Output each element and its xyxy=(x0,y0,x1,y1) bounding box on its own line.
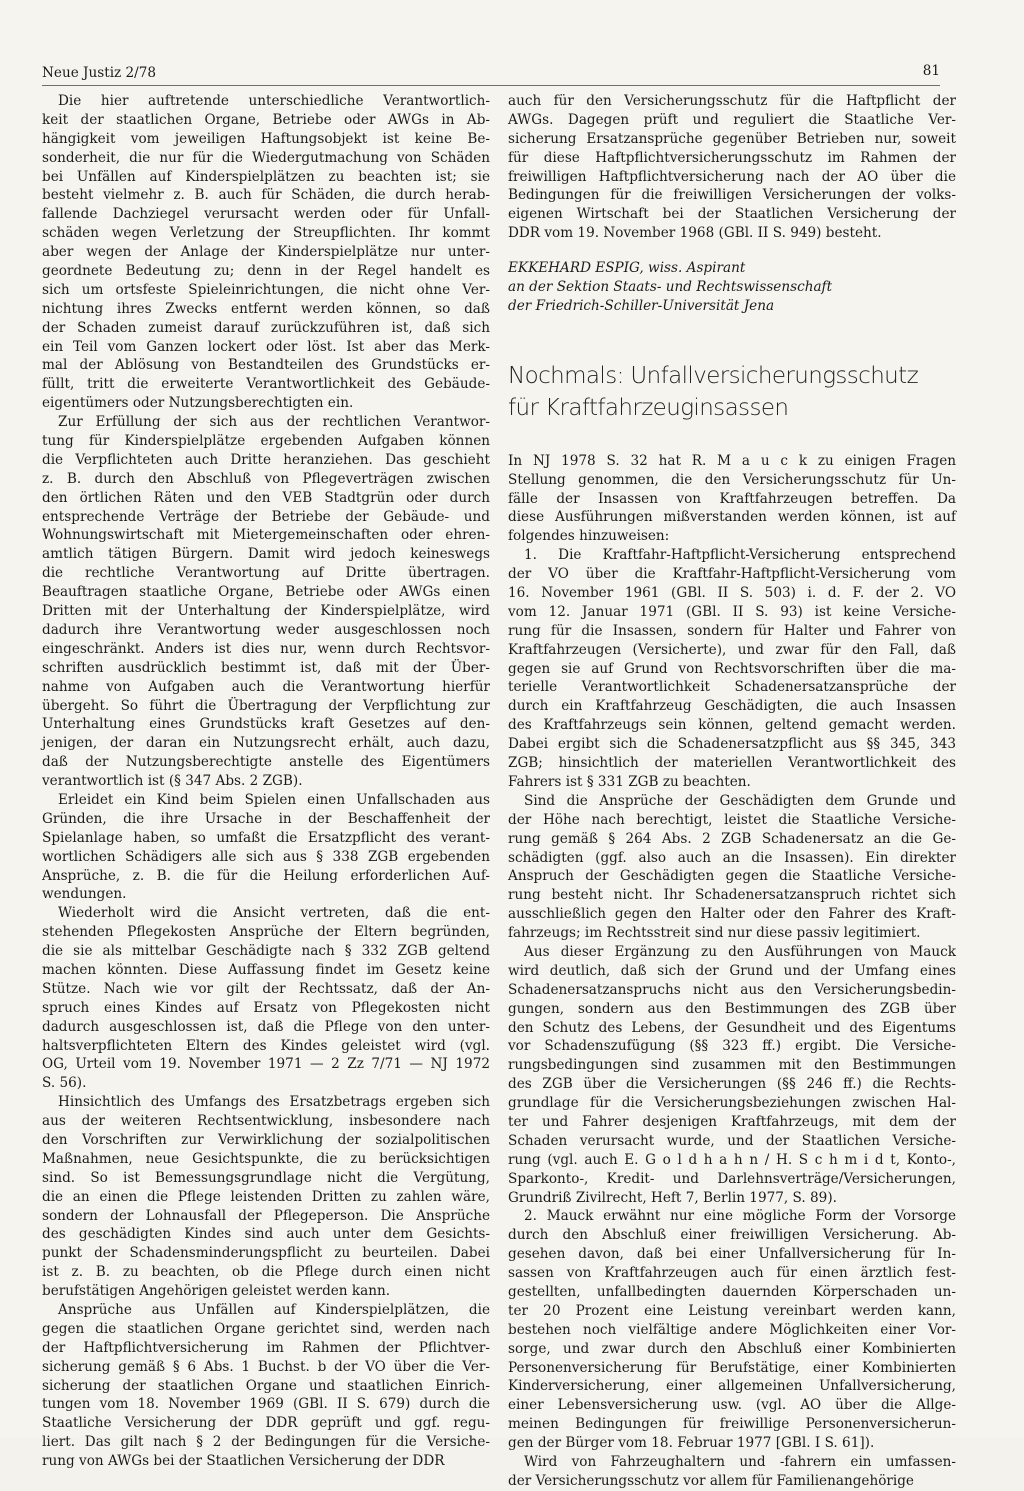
text-line: amtlich tätigen Bürgern. Damit wird jedoch keineswegs xyxy=(42,546,490,563)
text-line: Staatliche Versicherung der DDR geprüft und ggf. regu- xyxy=(42,1415,490,1432)
text-line: sicherung der staatlichen Organe und staatlichen Einrich- xyxy=(42,1377,490,1394)
text-line: gungen, sondern aus den Bestimmungen des ZGB über xyxy=(508,1000,956,1017)
text-line: sassen von Kraftfahrzeugen auch für einen ärztlich fest- xyxy=(508,1265,956,1282)
text-line: ter und Fahrer desjenigen Kraftfahrzeugs, mit dem der xyxy=(508,1113,956,1130)
text-line: Fahrers ist § 331 ZGB zu beachten. xyxy=(508,773,751,790)
text-line: ausschließlich gegen den Halter oder den Fahrer des Kraft- xyxy=(508,906,956,923)
text-line: mal der Ablösung von Bestandteilen des Grundstücks er- xyxy=(42,357,490,374)
text-line: Erleidet ein Kind beim Spielen einen Unfallschaden aus xyxy=(58,791,490,808)
article-body xyxy=(508,452,956,1491)
text-line: rung besteht nicht. Ihr Schadenersatzanspruch richtet sich xyxy=(508,887,956,904)
text-line: Maßnahmen, neue Gesichtspunkte, die zu berücksichtigen xyxy=(42,1150,490,1167)
text-line: diese Ausführungen mißverstanden werden können, ist auf xyxy=(508,509,956,526)
text-line: den örtlichen Räten und den VEB Stadtgrün oder durch xyxy=(42,489,490,506)
text-line: Dabei ergibt sich die Schadenersatzpflicht aus §§ 345, 343 xyxy=(508,736,956,753)
text-line: die rechtliche Verantwortung auf Dritte übertragen. xyxy=(42,565,490,582)
text-line: grundlage für die Versicherungsbeziehungen zwischen Hal- xyxy=(508,1095,956,1112)
text-line: In NJ 1978 S. 32 hat R. M a u c k zu einigen Fragen xyxy=(508,452,956,469)
text-line: gesehen davon, daß bei einer Unfallversicherung für In- xyxy=(508,1246,956,1263)
right-column-top-text xyxy=(508,92,956,243)
text-line: des Kraftfahrzeugs sein können, geltend gemacht werden. xyxy=(508,717,956,734)
text-line: geordnete Bedeutung zu; denn in der Regel handelt es xyxy=(42,263,490,280)
text-line: wird deutlich, daß sich der Grund und der Umfang eines xyxy=(508,962,956,979)
text-line: besteht vielmehr z. B. auch für Schäden, die durch herab- xyxy=(42,187,490,204)
text-line: Zur Erfüllung der sich aus der rechtlichen Verantwor- xyxy=(58,414,490,431)
text-line: vor Schadenszufügung (§§ 323 ff.) ergibt. Die Versiche- xyxy=(508,1038,956,1055)
text-line: 1. Die Kraftfahr-Haftpflicht-Versicherung entsprechend xyxy=(524,547,956,564)
text-line: Unterhaltung eines Grundstücks kraft Gesetzes auf den- xyxy=(42,716,490,733)
text-line: EKKEHARD ESPIG, wiss. Aspirant xyxy=(508,260,746,277)
text-line: Grundriß Zivilrecht, Heft 7, Berlin 1977, S. 89). xyxy=(508,1189,837,1206)
text-line: die sie als mittelbar Geschädigte nach § 332 ZGB geltend xyxy=(42,943,490,960)
text-line: Wird von Fahrzeughaltern und -fahrern ein umfassen- xyxy=(524,1454,956,1470)
text-line: des geschädigten Kindes sind auch unter dem Gesichts- xyxy=(42,1226,490,1243)
text-line: füllt, tritt die erweiterte Verantwortlichkeit des Gebäude- xyxy=(42,376,490,393)
spacer xyxy=(508,424,956,452)
text-line: rung (vgl. auch E. G o l d h a h n / H. S c h m i d t, Konto-, xyxy=(508,1151,956,1168)
text-line: ZGB; hinsichtlich der materiellen Verantwortlichkeit des xyxy=(508,755,956,772)
text-line: einer Lebensversicherung usw. (vgl. AO über die Allge- xyxy=(508,1397,956,1414)
text-line: dadurch ihre Verantwortung weder ausgeschlossen noch xyxy=(42,621,490,638)
text-line: rung von AWGs bei der Staatlichen Versicherung der DDR xyxy=(42,1453,445,1470)
text-line: freiwilligen Haftpflichtversicherung nach der AO über die xyxy=(508,168,956,185)
text-line: schriften ausdrücklich bestimmt ist, daß mit der Über- xyxy=(42,659,490,676)
text-line: spruch eines Kindes auf Ersatz von Pflegekosten nicht xyxy=(42,999,490,1016)
text-line: rung für die Insassen, sondern für Halter und Fahrer von xyxy=(508,622,956,639)
text-line: rungsbedingungen sind zusammen mit den Bestimmungen xyxy=(508,1057,956,1074)
text-line: sorge, und zwar durch den Abschluß einer Kombinierten xyxy=(508,1340,956,1357)
text-line: dadurch ausgeschlossen ist, daß die Pflege von den unter- xyxy=(42,1018,490,1035)
text-line: den Schutz des Lebens, der Gesundheit und des Eigentums xyxy=(508,1019,956,1036)
text-line: liert. Das gilt nach § 2 der Bedingungen für die Versiche- xyxy=(42,1434,490,1451)
text-line: verantwortlich ist (§ 347 Abs. 2 ZGB). xyxy=(42,773,303,790)
left-column xyxy=(42,92,490,1471)
text-line: 2. Mauck erwähnt nur eine mögliche Form der Vorsorge xyxy=(524,1208,956,1225)
text-line: gegen sie auf Grund von Rechtsvorschriften über die ma- xyxy=(508,660,956,677)
text-line: wendungen. xyxy=(42,886,127,903)
text-line: stehenden Pflegekosten Ansprüche der Eltern begründen, xyxy=(42,924,490,941)
article-title-line: für Kraftfahrzeuginsassen xyxy=(508,394,789,421)
right-column xyxy=(508,92,956,1491)
text-line: haltsverpflichteten Eltern des Kindes geleistet wird (vgl. xyxy=(42,1037,490,1054)
text-line: bei Unfällen auf Kinderspielplätzen zu beachten ist; sie xyxy=(42,168,490,185)
text-line: den Vorschriften zur Verwirklichung der sozialpolitischen xyxy=(42,1131,490,1148)
text-line: aber wegen der Anlage der Kinderspielplätze nur unter- xyxy=(42,244,490,261)
text-line: bestehen noch vielfältige andere Möglichkeiten einer Vor- xyxy=(508,1321,956,1338)
text-line: meinen Bedingungen für freiwillige Personenversicherun- xyxy=(508,1416,956,1433)
text-line: Wiederholt wird die Ansicht vertreten, daß die ent- xyxy=(58,905,490,922)
text-line: entsprechende Verträge der Betriebe der Gebäude- und xyxy=(42,508,490,525)
text-line: der Schaden zumeist darauf zurückzuführen ist, daß sich xyxy=(42,319,490,336)
text-line: tungen vom 18. November 1969 (GBl. II S. 679) durch die xyxy=(42,1396,490,1413)
text-line: z. B. durch den Abschluß von Pflegeverträgen zwischen xyxy=(42,470,490,487)
text-line: Stütze. Nach wie vor gilt der Rechtssatz, daß der An- xyxy=(42,980,490,997)
text-line: 16. November 1961 (GBl. II S. 503) i. d. F. der 2. VO xyxy=(508,585,956,602)
text-line: schädigten (ggf. also auch an die Insassen). Ein direkter xyxy=(508,849,956,866)
text-line: hängigkeit vom jeweiligen Haftungsobjekt ist keine Be- xyxy=(42,130,490,147)
text-line: an der Sektion Staats- und Rechtswissenschaft xyxy=(508,279,833,296)
text-line: Kraftfahrzeugen (Versicherte), und zwar für den Fall, daß xyxy=(508,641,956,658)
text-line: die an einen die Pflege leistenden Dritten zu zahlen wäre, xyxy=(42,1188,490,1205)
text-line: punkt der Schadensminderungspflicht zu beurteilen. Dabei xyxy=(42,1245,490,1262)
text-line: terielle Verantwortlichkeit Schadenersatzansprüche der xyxy=(508,679,956,696)
text-line: durch ein Kraftfahrzeug Geschädigten, die auch Insassen xyxy=(508,698,956,715)
text-line: Anspruch der Geschädigten gegen die Staatliche Versiche- xyxy=(508,868,956,885)
text-line: gestellten, unfallbedingten dauernden Körperschaden un- xyxy=(508,1283,956,1300)
text-line: für diese Haftpflichtversicherungsschutz im Rahmen der xyxy=(508,149,956,166)
article-title xyxy=(508,360,956,424)
text-line: eigenen Wirtschaft bei der Staatlichen Versicherung der xyxy=(508,206,956,223)
text-line: Sind die Ansprüche der Geschädigten dem Grunde und xyxy=(524,792,956,809)
text-line: gegen die staatlichen Organe gerichtet sind, werden nach xyxy=(42,1320,490,1337)
text-line: nichtung ihres Zwecks entfernt werden können, so daß xyxy=(42,300,490,317)
text-line: Aus dieser Ergänzung zu den Ausführungen von Mauck xyxy=(524,943,956,960)
text-line: aus der weiteren Rechtsentwicklung, insbesondere nach xyxy=(42,1113,490,1130)
text-line: tung für Kinderspielplätze ergebenden Aufgaben können xyxy=(42,433,490,450)
text-line: die Verpflichteten auch Dritte heranziehen. Das geschieht xyxy=(42,451,490,468)
text-line: der Haftpflichtversicherung im Rahmen der Pflichtver- xyxy=(42,1339,490,1356)
text-line: eingeschränkt. Anders ist dies nur, wenn durch Rechtsvor- xyxy=(42,640,490,657)
text-line: schäden wegen Verletzung der Streupflichten. Ihr kommt xyxy=(42,225,490,242)
text-line: DDR vom 19. November 1968 (GBl. II S. 949) besteht. xyxy=(508,225,882,242)
text-line: der Höhe nach berechtigt, leistet die Staatliche Versiche- xyxy=(508,811,956,828)
text-line: übergeht. So führt die Übertragung der Verpflichtung zur xyxy=(42,697,490,714)
text-line: der VO über die Kraftfahr-Haftpflicht-Versicherung vom xyxy=(508,566,956,583)
text-line: Wohnungswirtschaft mit Mietergemeinschaften oder ehren- xyxy=(42,527,490,544)
text-line: machen könnten. Diese Auffassung findet im Gesetz keine xyxy=(42,961,490,978)
text-line: keit der staatlichen Organe, Betriebe oder AWGs in Ab- xyxy=(42,111,490,128)
header-rule xyxy=(42,85,940,86)
page-number: 81 xyxy=(922,63,940,79)
text-line: fälle der Insassen von Kraftfahrzeugen betreffen. Da xyxy=(508,490,956,507)
text-line: jenigen, der daran ein Nutzungsrecht erhält, auch dazu, xyxy=(42,735,490,752)
text-line: Sparkonto-, Kredit- und Darlehnsverträge/Versicherungen, xyxy=(508,1170,956,1187)
text-line: Schadenersatzanspruchs nicht aus den Versicherungsbedin- xyxy=(508,981,956,998)
text-line: Personenversicherung für Berufstätige, einer Kombinierten xyxy=(508,1359,956,1376)
text-line: ter 20 Prozent eine Leistung vereinbart werden kann, xyxy=(508,1302,956,1319)
text-line: sicherung gemäß § 6 Abs. 1 Buchst. b der VO über die Ver- xyxy=(42,1358,490,1375)
text-line: Ansprüche aus Unfällen auf Kinderspielplätzen, die xyxy=(58,1302,490,1318)
text-line: nahme von Aufgaben auch die Verantwortung hierfür xyxy=(42,678,490,695)
text-line: fahrzeugs; im Rechtsstreit sind nur diese passiv legitimiert. xyxy=(508,925,921,942)
text-line: daß der Nutzungsberechtigte anstelle des Eigentümers xyxy=(42,754,490,771)
spacer xyxy=(508,243,956,259)
text-line: Hinsichtlich des Umfangs des Ersatzbetrags ergeben sich xyxy=(58,1094,490,1111)
text-line: sind. So ist Bemessungsgrundlage nicht die Vergütung, xyxy=(42,1169,490,1186)
text-line: Beauftragen staatliche Organe, Betriebe oder AWGs einen xyxy=(42,584,490,601)
text-line: rung gemäß § 264 Abs. 2 ZGB Schadenersatz an die Ge- xyxy=(508,830,956,847)
text-line: Kinderversicherung, einer allgemeinen Unfallversicherung, xyxy=(508,1378,956,1395)
text-line: vom 12. Januar 1971 (GBl. II S. 93) ist keine Versiche- xyxy=(508,603,956,620)
text-line: der Friedrich-Schiller-Universität Jena xyxy=(508,297,775,314)
text-line: Ansprüche, z. B. die für die Heilung erforderlichen Auf- xyxy=(42,867,490,884)
text-line: Die hier auftretende unterschiedliche Verantwortlich- xyxy=(58,93,490,109)
text-line: des ZGB über die Versicherungen (§§ 246 ff.) die Rechts- xyxy=(508,1076,956,1093)
text-line: Bedingungen für die freiwilligen Versicherungen der volks- xyxy=(508,187,956,204)
text-line: berufstätigen Angehörigen geleistet werden kann. xyxy=(42,1283,391,1300)
text-line: sich um ortsfeste Spieleinrichtungen, die nicht ohne Ver- xyxy=(42,281,490,298)
text-line: ein Teil vom Ganzen lockert oder löst. Ist aber das Merk- xyxy=(42,338,490,355)
text-line: gen der Bürger vom 18. Februar 1977 [GBl. I S. 61]). xyxy=(508,1435,875,1452)
running-header-journal: Neue Justiz 2/78 xyxy=(42,65,157,81)
text-line: ist z. B. zu beachten, ob die Pflege durch einen nicht xyxy=(42,1264,490,1281)
text-line: auch für den Versicherungsschutz für die Haftpflicht der xyxy=(508,93,956,109)
text-line: durch den Abschluß einer freiwilligen Versicherung. Ab- xyxy=(508,1227,956,1244)
spacer xyxy=(508,316,956,360)
text-line: Gründen, die ihre Ursache in der Beschaffenheit der xyxy=(42,810,490,827)
text-line: AWGs. Dagegen prüft und reguliert die Staatliche Ver- xyxy=(508,111,956,128)
text-line: Schaden verursacht wurde, und der Staatlichen Versiche- xyxy=(508,1132,956,1149)
text-line: sicherung Ersatzansprüche gegenüber Betrieben nur, soweit xyxy=(508,130,956,147)
text-line: Stellung genommen, die den Versicherungsschutz für Un- xyxy=(508,471,956,488)
text-line: OG, Urteil vom 19. November 1971 — 2 Zz 7/71 — NJ 1972 xyxy=(42,1056,490,1073)
text-line: fallende Dachziegel verursacht werden oder für Unfall- xyxy=(42,206,490,223)
text-line: wortlichen Schädigers alle sich aus § 338 ZGB ergebenden xyxy=(42,848,490,865)
text-line: eigentümers oder Nutzungsberechtigten ein. xyxy=(42,395,354,412)
text-line: sonderheit, die nur für die Wiedergutmachung von Schäden xyxy=(42,149,490,166)
article-title-line: Nochmals: Unfallversicherungsschutz xyxy=(508,362,919,389)
text-line: Dritten mit der Unterhaltung der Kinderspielplätze, wird xyxy=(42,603,490,620)
text-line: sondern der Lohnausfall der Pflegeperson. Die Ansprüche xyxy=(42,1207,490,1224)
text-line: folgendes hinzuweisen: xyxy=(508,528,670,545)
text-line: Spielanlage haben, so umfaßt die Ersatzpflicht des verant- xyxy=(42,829,490,846)
text-line: S. 56). xyxy=(42,1075,87,1092)
text-line: der Versicherungsschutz vor allem für Familienangehörige xyxy=(508,1472,914,1489)
author-block xyxy=(508,259,956,316)
